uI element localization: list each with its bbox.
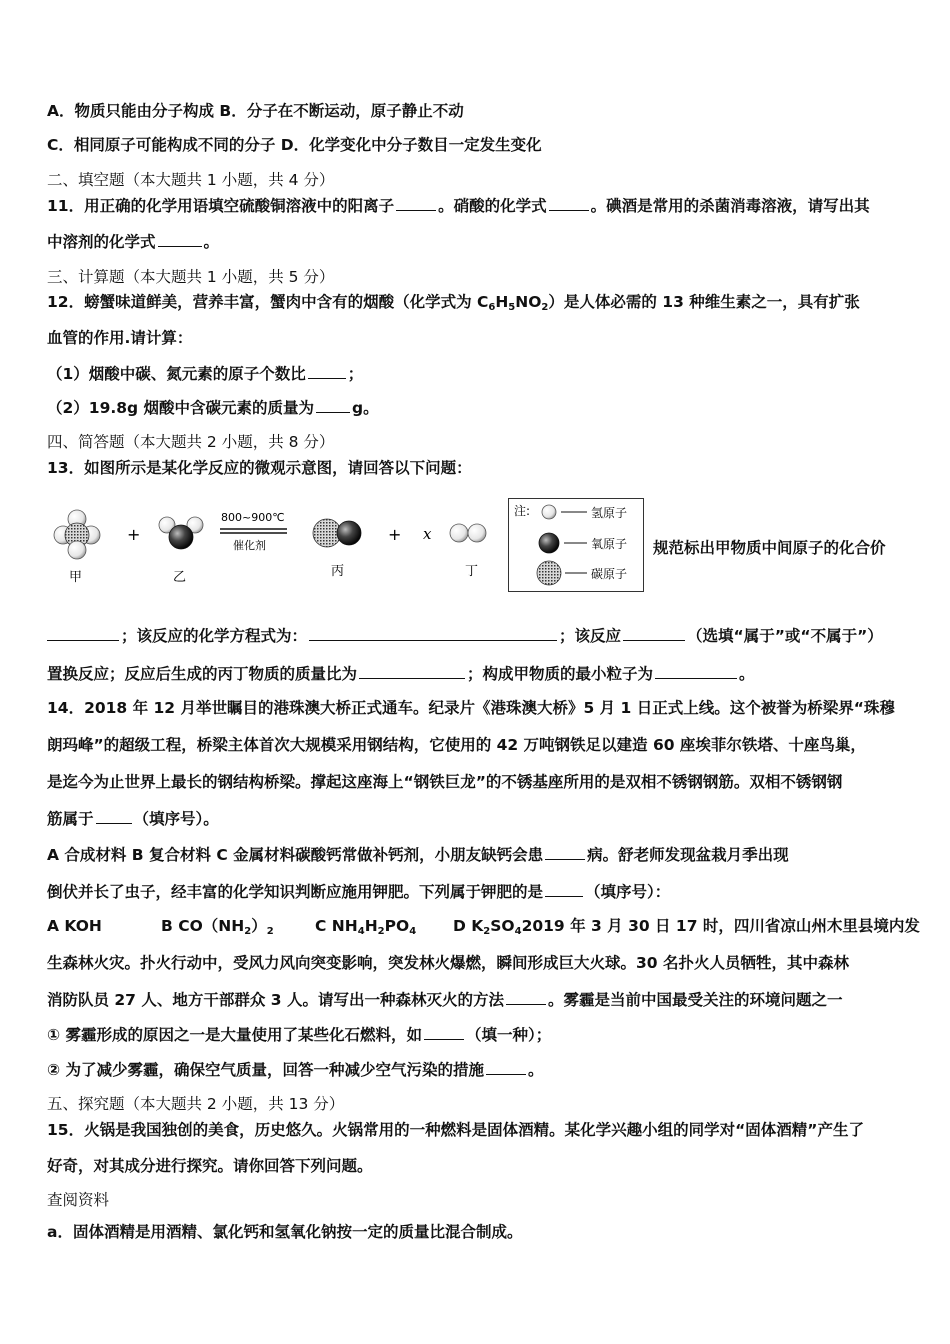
q14-line-7 <box>47 916 920 942</box>
q11-text-a: 11．用正确的化学用语填空硫酸铜溶液中的阳离子 <box>47 197 395 215</box>
q12-text-d: ）是人体必需的 13 种维生素之一，具有扩张 <box>548 293 860 311</box>
q14-option-d-t1: D K <box>453 917 484 935</box>
q13-stem: 13．如图所示是某化学反应的微观示意图，请回答以下问题： <box>47 459 472 477</box>
q12-line-1 <box>47 292 860 318</box>
label-jia: 甲 <box>69 570 83 585</box>
q11-blank-1[interactable] <box>396 196 436 211</box>
plus-1: + <box>127 525 141 544</box>
q13-blank-4[interactable] <box>359 664 465 679</box>
q15-line-4: a．固体酒精是用酒精、氯化钙和氢氧化钠按一定的质量比混合制成。 <box>47 1223 523 1241</box>
legend-graphic <box>509 499 643 591</box>
q14-line-8: 生森林火灾。扑火行动中，受风力风向突变影响，突发林火爆燃，瞬间形成巨大火球。30 名扑火人员牺牲，其中森林 <box>47 954 849 972</box>
q14-text-4b: （填序号）。 <box>133 810 219 828</box>
q14-text-4a: 筋属于 <box>47 810 94 828</box>
q12-blank-2[interactable] <box>316 398 350 413</box>
q12-text-b: H <box>495 293 509 311</box>
q14-line-9 <box>47 990 842 1010</box>
q14-option-b-sub1: 2 <box>244 926 252 937</box>
condition-top: 800~900℃ <box>221 511 285 524</box>
coefficient-x: x <box>423 525 432 543</box>
q14-text-5a: A 合成材料 B 复合材料 C 金属材料碳酸钙常做补钙剂，小朋友缺钙会患 <box>47 846 544 864</box>
molecule-bing <box>313 519 361 547</box>
q13-blank-5[interactable] <box>655 664 737 679</box>
q14-option-c-sub3: 4 <box>409 926 417 937</box>
q12-part-1-end: ； <box>347 365 364 383</box>
q13-text-3a: 置换反应；反应后生成的丙丁物质的质量比为 <box>47 665 358 683</box>
q13-text-2a: ；该反应的化学方程式为： <box>121 627 308 645</box>
q10-option-line-2: C．相同原子可能构成不同的分子 D．化学变化中分子数目一定发生变化 <box>47 136 542 154</box>
q14-blank-3[interactable] <box>545 882 583 897</box>
q13-line-3 <box>47 664 755 684</box>
q11-blank-3[interactable] <box>158 232 202 247</box>
q13-text-2b: ；该反应 <box>559 627 622 645</box>
q15-line-3: 查阅资料 <box>47 1191 110 1209</box>
q13-side-text: 规范标出甲物质中间原子的化合价 <box>653 539 886 557</box>
q12-part-1-text: （1）烟酸中碳、氮元素的原子个数比 <box>47 365 306 383</box>
q14-text-10b: （填一种）； <box>466 1026 552 1044</box>
molecule-jia <box>54 510 100 559</box>
q14-text-5b: 病。舒老师发现盆栽月季出现 <box>587 846 789 864</box>
q12-part-2-end: g。 <box>352 399 379 417</box>
q14-text-6b: （填序号）： <box>585 883 671 901</box>
legend-title: 注: <box>514 504 531 518</box>
q11-text-b: 。硝酸的化学式 <box>438 197 547 215</box>
q12-part-2 <box>47 398 379 418</box>
legend-oxygen-label: 氧原子 <box>591 537 628 551</box>
q13-text-3c: 。 <box>739 665 755 683</box>
legend-hydrogen-label: 氢原子 <box>591 506 628 520</box>
q14-text-11a: ② 为了减少雾霾，确保空气质量，回答一种减少空气污染的措施 <box>47 1061 485 1079</box>
q14-option-b-t1: B CO（NH <box>161 917 245 935</box>
molecule-ding <box>450 524 486 542</box>
label-ding: 丁 <box>465 564 479 579</box>
q14-option-b-sub2: 2 <box>266 926 274 937</box>
molecule-yi <box>159 517 203 549</box>
q14-option-a: A KOH <box>47 917 102 935</box>
q13-text-3b: ；构成甲物质的最小粒子为 <box>467 665 654 683</box>
label-bing: 丙 <box>331 564 345 579</box>
q14-option-c-t2: H <box>364 917 378 935</box>
q11-text-e: 。 <box>203 233 220 251</box>
section-5-title: 五、探究题（本大题共 2 小题，共 13 分） <box>47 1095 345 1113</box>
q11-blank-2[interactable] <box>549 196 589 211</box>
q12-text-c: NO <box>515 293 542 311</box>
q14-option-d-t3: 2019 年 3 月 30 日 17 时，四川省凉山州木里县境内发 <box>521 917 920 935</box>
legend-oxygen-atom <box>539 533 559 553</box>
q11-line-2 <box>47 232 219 252</box>
q14-blank-1[interactable] <box>96 809 132 824</box>
q12-part-2-text: （2）19.8g 烟酸中含碳元素的质量为 <box>47 399 315 417</box>
section-3-title: 三、计算题（本大题共 1 小题，共 5 分） <box>47 268 335 286</box>
q14-line-4 <box>47 809 219 829</box>
legend-box <box>508 498 644 592</box>
q14-option-c-t3: PO <box>384 917 410 935</box>
q10-option-line-1: A．物质只能由分子构成 B．分子在不断运动，原子静止不动 <box>47 102 464 120</box>
q14-line-11 <box>47 1060 544 1080</box>
q12-sub-2: 5 <box>508 302 516 313</box>
q14-text-9a: 消防队员 27 人、地方干部群众 3 人。请写出一种森林灭火的方法 <box>47 991 504 1009</box>
condition-bottom: 催化剂 <box>233 539 266 552</box>
legend-hydrogen-atom <box>542 505 556 519</box>
q14-option-c-sub1: 4 <box>357 926 365 937</box>
label-yi: 乙 <box>173 570 187 585</box>
q13-blank-1[interactable] <box>47 626 119 641</box>
q15-line-1: 15．火锅是我国独创的美食，历史悠久。火锅常用的一种燃料是固体酒精。某化学兴趣小组的同学对“固体酒精”产生了 <box>47 1121 864 1139</box>
q14-text-11b: 。 <box>528 1061 544 1079</box>
q14-blank-2[interactable] <box>545 845 585 860</box>
q14-line-3: 是迄今为止世界上最长的钢结构桥梁。撑起这座海上“钢铁巨龙”的不锈基座所用的是双相不锈钢钢筋。双相不锈钢钢 <box>47 773 843 791</box>
q14-blank-4[interactable] <box>506 990 546 1005</box>
section-2-title: 二、填空题（本大题共 1 小题，共 4 分） <box>47 171 335 189</box>
q14-option-c-t1: C NH <box>315 917 358 935</box>
q14-option-d-t2: SO <box>490 917 515 935</box>
plus-2: + <box>388 525 402 544</box>
q14-option-b-t2: ） <box>251 917 267 935</box>
q14-option-d-sub1: 2 <box>483 926 491 937</box>
q14-text-9b: 。雾霾是当前中国最受关注的环境问题之一 <box>547 991 843 1009</box>
q12-sub-3: 2 <box>541 302 549 313</box>
q14-option-c-sub2: 2 <box>377 926 385 937</box>
q14-line-6 <box>47 882 670 902</box>
q15-line-2: 好奇，对其成分进行探究。请你回答下列问题。 <box>47 1157 373 1175</box>
q13-blank-3[interactable] <box>623 626 685 641</box>
q14-text-6a: 倒伏并长了虫子，经丰富的化学知识判断应施用钾肥。下列属于钾肥的是 <box>47 883 544 901</box>
q14-line-1: 14．2018 年 12 月举世瞩目的港珠澳大桥正式通车。纪录片《港珠澳大桥》5 月 1 日正式上线。这个被誉为桥梁界“珠穆 <box>47 699 895 717</box>
q14-option-d <box>453 917 920 935</box>
q11-text-d: 中溶剂的化学式 <box>47 233 156 251</box>
q14-line-2: 朗玛峰”的超级工程，桥梁主体首次大规模采用钢结构，它使用的 42 万吨钢铁足以建造 60 座埃菲尔铁塔、十座鸟巢， <box>47 736 866 754</box>
q14-blank-6[interactable] <box>486 1060 526 1075</box>
legend-carbon-atom <box>537 561 561 585</box>
section-4-title: 四、简答题（本大题共 2 小题，共 8 分） <box>47 433 335 451</box>
q12-part-1 <box>47 364 363 384</box>
q14-line-10 <box>47 1025 551 1045</box>
q14-option-d-sub2: 4 <box>514 926 522 937</box>
q11-text-c: 。碘酒是常用的杀菌消毒溶液，请写出其 <box>590 197 870 215</box>
q14-line-5 <box>47 845 789 865</box>
q12-text-a: 12．螃蟹味道鲜美，营养丰富，蟹肉中含有的烟酸（化学式为 C <box>47 293 489 311</box>
q12-blank-1[interactable] <box>308 364 346 379</box>
q11-line-1 <box>47 196 870 216</box>
q13-blank-2[interactable] <box>309 626 557 641</box>
q14-blank-5[interactable] <box>424 1025 464 1040</box>
q14-option-b <box>161 916 315 942</box>
q14-option-c <box>315 916 453 942</box>
legend-carbon-label: 碳原子 <box>591 567 628 581</box>
q12-line-2: 血管的作用.请计算： <box>47 329 193 347</box>
q14-text-10a: ① 雾霾形成的原因之一是大量使用了某些化石燃料，如 <box>47 1026 423 1044</box>
q12-sub-1: 6 <box>488 302 496 313</box>
q13-text-2c: （选填“属于”或“不属于”） <box>687 627 883 645</box>
q13-line-2 <box>47 626 883 646</box>
